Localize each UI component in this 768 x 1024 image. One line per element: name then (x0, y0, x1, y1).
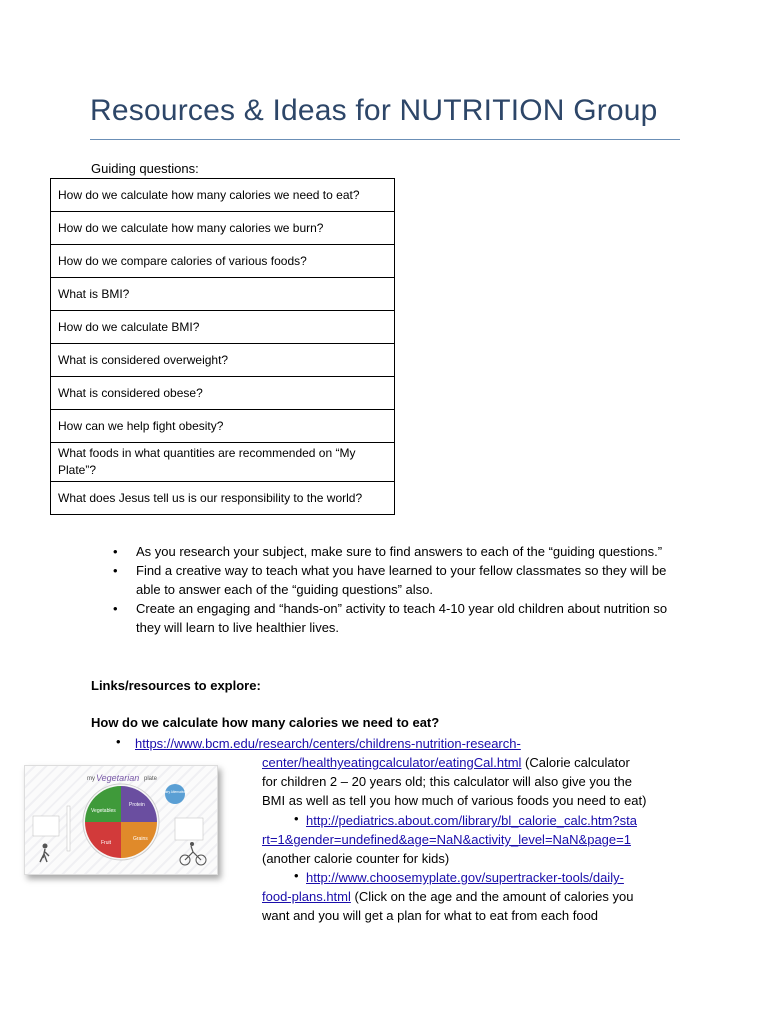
question-cell: How do we calculate how many calories we burn? (51, 212, 395, 245)
plate-illustration (25, 766, 217, 874)
instruction-list (110, 542, 670, 637)
plate-brand-my: my (87, 776, 95, 782)
list-item: • Find a creative way to teach what you have learned to your fellow classmates so they will be able to answer each of the “guiding questions” also. (110, 561, 670, 599)
fork-icon (67, 806, 70, 851)
bcm-note-a: (Calorie calculator (521, 755, 630, 770)
pediatrics-link-part2[interactable]: rt=1&gender=undefined&age=NaN&activity_level=NaN&page=1 (262, 832, 631, 847)
myplate-link-part2[interactable]: food-plans.html (262, 889, 351, 904)
table-row (51, 344, 395, 377)
guiding-questions-label: Guiding questions: (91, 161, 199, 176)
resource-myplate-cont (262, 887, 682, 925)
question-cell: What is considered obese? (51, 377, 395, 410)
plate-label-fruit: Fruit (101, 840, 111, 846)
plate-brand-plate: plate (144, 776, 158, 782)
resource-myplate (306, 868, 686, 887)
myplate-link-part1[interactable]: http://www.choosemyplate.gov/supertracker-tools/daily- (306, 870, 624, 885)
bcm-link-part2[interactable]: center/healthyeatingcalculator/eatingCal.html (262, 755, 522, 770)
my-vegetarian-plate-image (24, 765, 218, 875)
tip-box-left (33, 816, 59, 836)
list-item: • As you research your subject, make sure to find answers to each of the “guiding questions.” (110, 542, 670, 561)
dairy-cup-icon (165, 784, 185, 804)
resource-bcm (135, 734, 675, 753)
table-row (51, 410, 395, 443)
plate-brand-word: Vegetarian (96, 773, 140, 783)
plate-label-protein: Protein (129, 802, 145, 808)
table-row (51, 311, 395, 344)
table-row (51, 245, 395, 278)
bullet-icon: • (294, 868, 299, 883)
title-divider (90, 139, 680, 140)
table-row (51, 377, 395, 410)
table-row (51, 278, 395, 311)
bcm-link-part1[interactable]: https://www.bcm.edu/research/centers/childrens-nutrition-research- (135, 736, 521, 751)
question-cell: What is considered overweight? (51, 344, 395, 377)
links-heading: Links/resources to explore: (91, 678, 261, 693)
question-cell: How do we compare calories of various foods? (51, 245, 395, 278)
plate-label-vegetables: Vegetables (91, 808, 116, 814)
question-cell: What is BMI? (51, 278, 395, 311)
table-row (51, 443, 395, 482)
guiding-questions-table (50, 178, 395, 515)
runner-icon (43, 844, 48, 849)
plate-label-dairy: Dairy Alternatives (162, 790, 188, 794)
plate-label-grains: Grains (133, 836, 148, 842)
bullet-icon: • (116, 734, 121, 749)
plate-vegetables-section (85, 786, 121, 822)
tip-box-right (175, 818, 203, 840)
table-row (51, 212, 395, 245)
section-heading: How do we calculate how many calories we need to eat? (91, 715, 440, 730)
page-title: Resources & Ideas for NUTRITION Group (90, 94, 658, 127)
myplate-note-a: (Click on the age and the amount of calories you (350, 889, 634, 904)
bcm-note-b: for children 2 – 20 years old; this calculator will also give you the (262, 774, 632, 789)
list-item: • Create an engaging and “hands-on” activity to teach 4-10 year old children about nutrition so they will learn to live healthier lives. (110, 599, 670, 637)
question-cell: What does Jesus tell us is our responsibility to the world? (51, 482, 395, 515)
pediatrics-link-part1[interactable]: http://pediatrics.about.com/library/bl_calorie_calc.htm?sta (306, 813, 637, 828)
resource-pediatrics-cont (262, 830, 682, 868)
resource-pediatrics (306, 811, 686, 830)
pediatrics-note: (another calorie counter for kids) (262, 851, 450, 866)
question-cell: How do we calculate BMI? (51, 311, 395, 344)
question-cell: What foods in what quantities are recommended on “My Plate”? (51, 443, 395, 482)
myplate-note-b: want and you will get a plan for what to eat from each food (262, 908, 599, 923)
resource-bcm-cont (262, 753, 682, 810)
table-row (51, 179, 395, 212)
question-cell: How do we calculate how many calories we need to eat? (51, 179, 395, 212)
bullet-icon: • (294, 811, 299, 826)
table-row (51, 482, 395, 515)
bcm-note-c: BMI as well as tell you how much of various foods you need to eat) (262, 793, 647, 808)
question-cell: How can we help fight obesity? (51, 410, 395, 443)
